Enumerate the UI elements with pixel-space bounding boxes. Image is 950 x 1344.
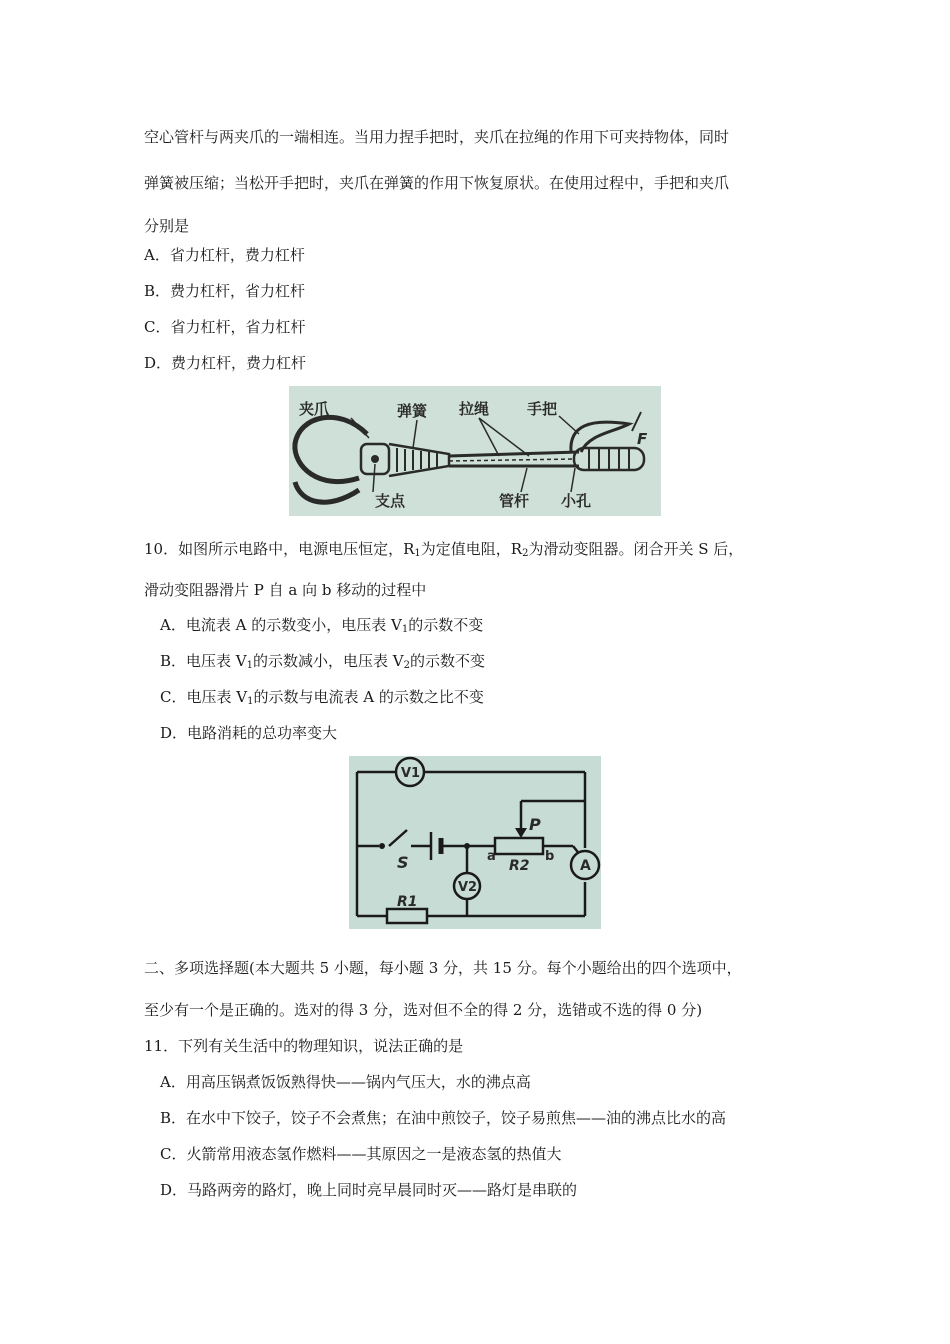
label-spring: 弹簧	[397, 402, 428, 420]
q9-stem-line-1: 空心管杆与两夹爪的一端相连。当用力捏手把时，夹爪在拉绳的作用下可夹持物体，同时	[144, 128, 730, 146]
claw-upper-jaw	[295, 417, 367, 481]
q9-option-a: A．省力杠杆，费力杠杆	[144, 246, 305, 264]
label-end-a: a	[487, 849, 496, 864]
label-rope: 拉绳	[459, 400, 490, 418]
rheostat-r2	[495, 838, 543, 854]
q11-option-d: D．马路两旁的路灯，晚上同时亮早晨同时灭——路灯是串联的	[160, 1181, 578, 1199]
fulcrum-pin	[371, 455, 379, 463]
switch-contact	[379, 843, 385, 849]
q11-option-b: B．在水中下饺子，饺子不会煮焦；在油中煎饺子，饺子易煎焦——油的沸点比水的高	[160, 1109, 727, 1127]
section2-heading-line-2: 至少有一个是正确的。选对的得 3 分，选对但不全的得 2 分，选错或不选的得 0 分)	[144, 1001, 703, 1019]
q9-option-c: C．省力杠杆，省力杠杆	[144, 318, 306, 336]
claw-lower-jaw	[295, 482, 359, 502]
label-v1: V1	[401, 766, 421, 781]
label-claw: 夹爪	[299, 400, 330, 418]
q10-stem-line-2: 滑动变阻器滑片 P 自 a 向 b 移动的过程中	[144, 581, 427, 599]
label-r2: R2	[509, 858, 530, 874]
q9-option-d: D．费力杠杆，费力杠杆	[144, 354, 307, 372]
label-fulcrum: 支点	[375, 492, 406, 510]
grip-ridges	[589, 448, 629, 470]
label-r1: R1	[397, 894, 418, 910]
q10-stem-line-1: 10．如图所示电路中，电源电压恒定，$R_1$为定值电阻，$R_2$为滑动变阻器。闭合开关 S 后，	[144, 540, 744, 559]
label-v2: V2	[458, 880, 478, 895]
slider-arrow	[515, 828, 527, 838]
section2-heading-line-1: 二、多项选择题(本大题共 5 小题，每小题 3 分，共 15 分。每个小题给出的四个选项中，	[144, 959, 742, 977]
q9-option-b: B．费力杠杆，省力杠杆	[144, 282, 306, 300]
tube-rod-top	[449, 452, 579, 456]
label-slider: P	[529, 815, 541, 834]
label-hole: 小孔	[561, 492, 592, 510]
grabber-figure	[289, 386, 661, 516]
pull-rope	[449, 459, 574, 461]
q9-stem-line-3: 分别是	[144, 217, 190, 235]
q11-stem: 11．下列有关生活中的物理知识，说法正确的是	[144, 1037, 464, 1055]
force-arrow	[632, 412, 641, 431]
circuit-figure	[349, 756, 601, 929]
q11-option-a: A．用高压锅煮饭饭熟得快——锅内气压大，水的沸点高	[160, 1073, 531, 1091]
resistor-r1	[387, 909, 427, 923]
label-tube: 管杆	[499, 492, 530, 510]
label-handle: 手把	[527, 400, 558, 418]
label-force: F	[637, 430, 648, 448]
q11-option-c: C．火箭常用液态氢作燃料——其原因之一是液态氢的热值大	[160, 1145, 562, 1163]
q10-option-d: D．电路消耗的总功率变大	[160, 724, 338, 742]
q10-option-a: A．电流表 A 的示数变小，电压表 $V_1$的示数不变	[160, 616, 484, 635]
q10-option-b: B．电压表 $V_1$的示数减小，电压表 $V_2$的示数不变	[160, 652, 485, 671]
label-end-b: b	[545, 849, 555, 864]
q10-option-c: C．电压表 $V_1$的示数与电流表 A 的示数之比不变	[160, 688, 484, 707]
label-ammeter: A	[580, 858, 591, 874]
q9-stem-line-2: 弹簧被压缩；当松开手把时，夹爪在弹簧的作用下恢复原状。在使用过程中，手把和夹爪	[144, 174, 730, 192]
label-switch: S	[397, 853, 409, 872]
